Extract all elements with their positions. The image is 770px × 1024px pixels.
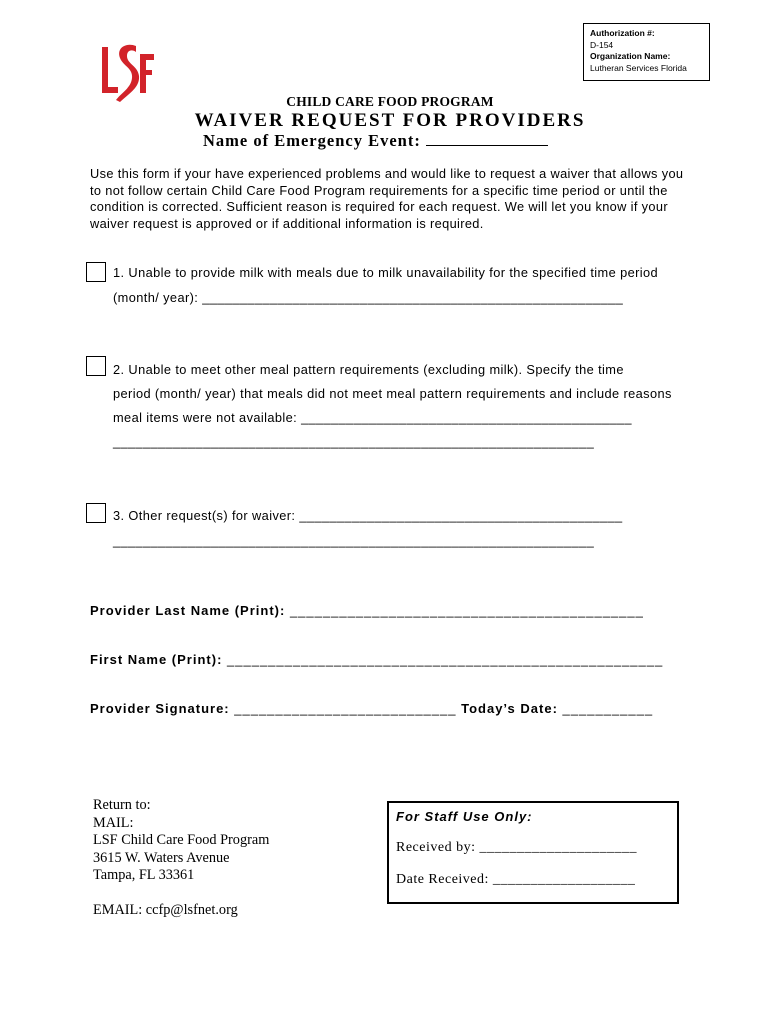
mail-city: Tampa, FL 33361 bbox=[93, 867, 195, 883]
first-name-row bbox=[90, 652, 663, 667]
todays-date-label: Today’s Date: bbox=[461, 701, 558, 716]
item-1-line-2[interactable]: (month/ year): ________________________________________________________ bbox=[113, 290, 624, 305]
first-name-field[interactable]: _____________________________________________________ bbox=[227, 652, 664, 667]
mail-label: MAIL: bbox=[93, 814, 134, 831]
staff-use-title: For Staff Use Only: bbox=[396, 809, 533, 824]
emergency-event-field[interactable] bbox=[426, 131, 548, 146]
provider-last-name-row bbox=[90, 603, 644, 618]
item-2-line-3[interactable]: meal items were not available: ____________________________________________ bbox=[113, 410, 632, 425]
program-title: CHILD CARE FOOD PROGRAM bbox=[286, 94, 494, 109]
return-address bbox=[93, 797, 269, 919]
mail-street: 3615 W. Waters Avenue bbox=[93, 849, 230, 866]
authorization-label: Authorization #: bbox=[590, 28, 655, 38]
provider-last-name-field[interactable]: ___________________________________________ bbox=[289, 603, 644, 618]
item-2-line-4[interactable]: ________________________________________________________________ bbox=[113, 434, 595, 449]
organization-value: Lutheran Services Florida bbox=[590, 62, 687, 73]
item-1-line-1: 1. Unable to provide milk with meals due to milk unavailability for the specified time period bbox=[113, 265, 659, 280]
provider-last-name-label: Provider Last Name (Print): bbox=[90, 603, 286, 618]
date-received-field[interactable]: Date Received: ___________________ bbox=[396, 872, 636, 887]
item-3-line-2[interactable]: ________________________________________________________________ bbox=[113, 533, 595, 548]
emergency-event-row bbox=[203, 131, 548, 151]
checkbox-item-2[interactable] bbox=[86, 356, 106, 376]
signature-label: Provider Signature: bbox=[90, 701, 230, 716]
email-line: EMAIL: ccfp@lsfnet.org bbox=[93, 901, 238, 918]
signature-field[interactable]: ___________________________ bbox=[234, 701, 457, 716]
intro-paragraph: Use this form if your have experienced problems and would like to request a waiver that allows you to not follow certain Child Care Food Program requirements for a specific time period or until the condition is corrected. Sufficient reason is required for each request. We will let you know if your waiver request is approved or if additional information is required. bbox=[90, 166, 684, 231]
return-to-label: Return to: bbox=[93, 797, 151, 813]
received-by-field[interactable]: Received by: _____________________ bbox=[396, 840, 637, 855]
checkbox-item-3[interactable] bbox=[86, 503, 106, 523]
authorization-value: D-154 bbox=[590, 39, 614, 50]
checkbox-item-1[interactable] bbox=[86, 262, 106, 282]
item-3-line-1[interactable]: 3. Other request(s) for waiver: ___________________________________________ bbox=[113, 508, 623, 523]
staff-use-box bbox=[387, 801, 679, 904]
mail-organization: LSF Child Care Food Program bbox=[93, 832, 270, 848]
organization-label: Organization Name: bbox=[590, 51, 671, 62]
todays-date-field[interactable]: ___________ bbox=[562, 701, 654, 716]
first-name-label: First Name (Print): bbox=[90, 652, 223, 667]
item-2-line-1: 2. Unable to meet other meal pattern requirements (excluding milk). Specify the time bbox=[113, 362, 624, 377]
item-2-line-2: period (month/ year) that meals did not meet meal pattern requirements and include reasons bbox=[113, 386, 672, 401]
emergency-event-label: Name of Emergency Event: bbox=[203, 131, 421, 150]
form-title: WAIVER REQUEST FOR PROVIDERS bbox=[194, 110, 586, 131]
signature-row bbox=[90, 701, 653, 716]
authorization-box bbox=[583, 23, 710, 81]
